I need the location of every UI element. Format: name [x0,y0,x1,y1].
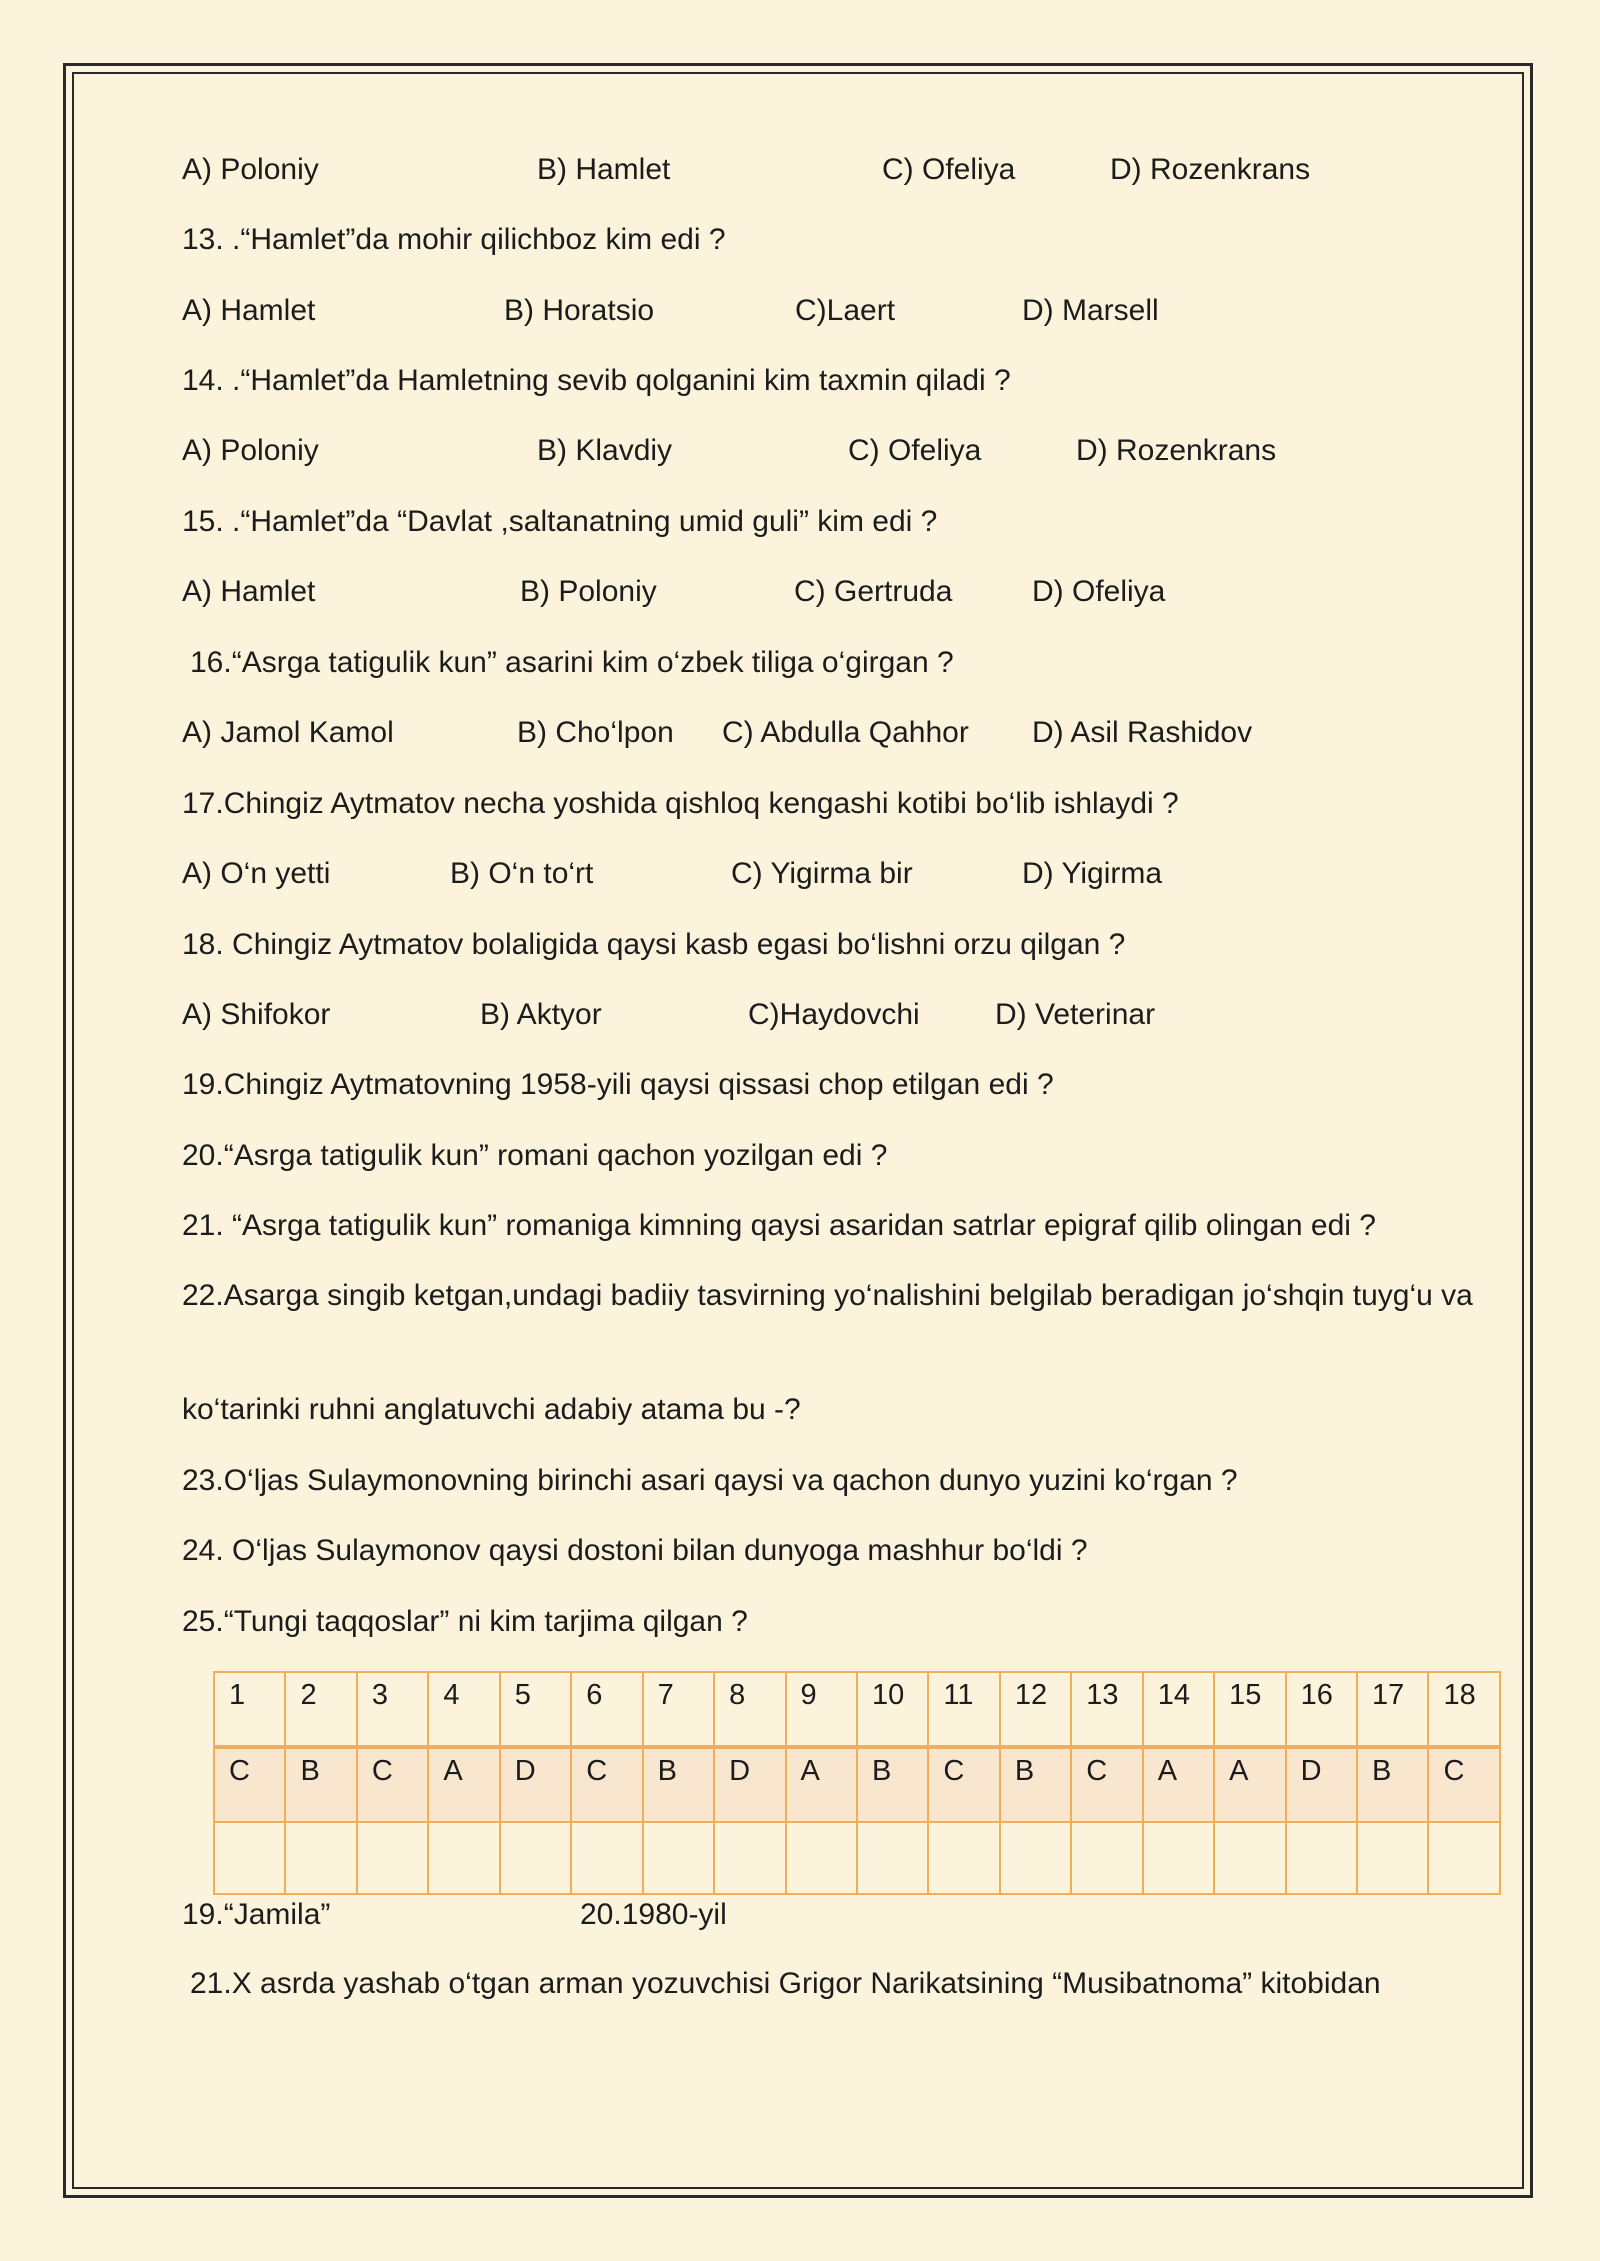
empty-cell [357,1822,428,1894]
empty-cell [1357,1822,1428,1894]
empty-cell [1214,1822,1285,1894]
answer-cell: B [1000,1747,1071,1822]
empty-cell [571,1822,642,1894]
answer-19: 19.“Jamila” [182,1898,331,1931]
option-c: C) Abdulla Qahhor [722,716,969,749]
empty-cell [214,1822,285,1894]
question-number-cell: 12 [1000,1672,1071,1747]
option-d: D) Yigirma [1022,857,1163,890]
option-c: C)Haydovchi [748,998,920,1031]
option-a: A) O‘n yetti [182,857,331,890]
question-number-cell: 7 [643,1672,714,1747]
answer-cell: C [214,1747,285,1822]
option-a: A) Jamol Kamol [182,716,394,749]
option-c: C) Ofeliya [882,153,1016,186]
question-number-cell: 6 [571,1672,642,1747]
option-d: D) Veterinar [995,998,1156,1031]
question-number-cell: 11 [928,1672,999,1747]
question-16: 16.“Asrga tatigulik kun” asarini kim o‘zbek tiliga o‘girgan ? [190,646,954,679]
question-25: 25.“Tungi taqqoslar” ni kim tarjima qilgan ? [182,1605,748,1638]
answer-key-numbers-row [214,1672,1500,1747]
answer-cell: A [786,1747,857,1822]
empty-cell [1071,1822,1142,1894]
empty-cell [1000,1822,1071,1894]
empty-cell [714,1822,785,1894]
option-a: A) Hamlet [182,575,316,608]
question-number-cell: 5 [500,1672,571,1747]
option-b: B) Poloniy [520,575,657,608]
option-c: C)Laert [795,294,896,327]
answer-cell: A [1143,1747,1214,1822]
question-23: 23.O‘ljas Sulaymonovning birinchi asari qaysi va qachon dunyo yuzini ko‘rgan ? [182,1464,1238,1497]
question-21: 21. “Asrga tatigulik kun” romaniga kimning qaysi asaridan satrlar epigraf qilib olingan edi ? [182,1209,1376,1242]
question-number-cell: 15 [1214,1672,1285,1747]
option-d: D) Ofeliya [1032,575,1166,608]
option-b: B) Aktyor [480,998,602,1031]
answer-key-table [213,1671,1501,1895]
option-b: B) O‘n to‘rt [450,857,594,890]
question-number-cell: 4 [428,1672,499,1747]
empty-cell [500,1822,571,1894]
answer-key-answers-row [214,1747,1500,1822]
question-18: 18. Chingiz Aytmatov bolaligida qaysi kasb egasi bo‘lishni orzu qilgan ? [182,928,1126,961]
option-c: C) Yigirma bir [731,857,913,890]
answer-cell: D [714,1747,785,1822]
question-22-part1: 22.Asarga singib ketgan,undagi badiiy tasvirning yo‘nalishini belgilab beradigan jo‘shqin tuyg‘u va [182,1279,1473,1312]
empty-cell [928,1822,999,1894]
question-20: 20.“Asrga tatigulik kun” romani qachon yozilgan edi ? [182,1139,888,1172]
question-number-cell: 18 [1428,1672,1500,1747]
option-b: B) Horatsio [504,294,655,327]
answer-cell: B [1357,1747,1428,1822]
question-17: 17.Chingiz Aytmatov necha yoshida qishloq kengashi kotibi bo‘lib ishlaydi ? [182,787,1179,820]
question-number-cell: 8 [714,1672,785,1747]
option-b: B) Hamlet [537,153,671,186]
answer-cell: C [571,1747,642,1822]
empty-cell [857,1822,928,1894]
option-d: D) Asil Rashidov [1032,716,1253,749]
option-b: B) Cho‘lpon [517,716,674,749]
option-a: A) Poloniy [182,434,319,467]
empty-cell [786,1822,857,1894]
question-22-part2: ko‘tarinki ruhni anglatuvchi adabiy atama bu -? [182,1393,801,1426]
option-d: D) Rozenkrans [1110,153,1311,186]
question-number-cell: 2 [285,1672,356,1747]
question-number-cell: 10 [857,1672,928,1747]
answer-key-empty-row [214,1822,1500,1894]
option-c: C) Ofeliya [848,434,982,467]
answer-cell: D [500,1747,571,1822]
option-a: A) Poloniy [182,153,319,186]
option-a: A) Hamlet [182,294,316,327]
question-number-cell: 14 [1143,1672,1214,1747]
empty-cell [285,1822,356,1894]
answer-21: 21.X asrda yashab o‘tgan arman yozuvchisi Grigor Narikatsining “Musibatnoma” kitobidan [190,1967,1381,2000]
option-a: A) Shifokor [182,998,331,1031]
answer-cell: C [357,1747,428,1822]
question-13: 13. .“Hamlet”da mohir qilichboz kim edi ? [182,223,726,256]
empty-cell [428,1822,499,1894]
question-number-cell: 13 [1071,1672,1142,1747]
answer-cell: B [643,1747,714,1822]
question-15: 15. .“Hamlet”da “Davlat ,saltanatning umid guli” kim edi ? [182,505,938,538]
question-24: 24. O‘ljas Sulaymonov qaysi dostoni bilan dunyoga mashhur bo‘ldi ? [182,1534,1088,1567]
answer-cell: A [428,1747,499,1822]
answer-cell: A [1214,1747,1285,1822]
option-c: C) Gertruda [794,575,953,608]
question-number-cell: 17 [1357,1672,1428,1747]
answer-cell: C [1071,1747,1142,1822]
question-19: 19.Chingiz Aytmatovning 1958-yili qaysi qissasi chop etilgan edi ? [182,1068,1054,1101]
question-14: 14. .“Hamlet”da Hamletning sevib qolganini kim taxmin qiladi ? [182,364,1011,397]
empty-cell [1428,1822,1500,1894]
empty-cell [1286,1822,1357,1894]
answer-cell: C [1428,1747,1500,1822]
answer-cell: B [857,1747,928,1822]
answer-20: 20.1980-yil [580,1898,727,1931]
question-number-cell: 16 [1286,1672,1357,1747]
question-number-cell: 9 [786,1672,857,1747]
question-number-cell: 1 [214,1672,285,1747]
option-b: B) Klavdiy [537,434,673,467]
empty-cell [1143,1822,1214,1894]
answer-cell: D [1286,1747,1357,1822]
empty-cell [643,1822,714,1894]
option-d: D) Marsell [1022,294,1159,327]
answer-cell: B [285,1747,356,1822]
option-d: D) Rozenkrans [1076,434,1277,467]
question-number-cell: 3 [357,1672,428,1747]
answer-cell: C [928,1747,999,1822]
